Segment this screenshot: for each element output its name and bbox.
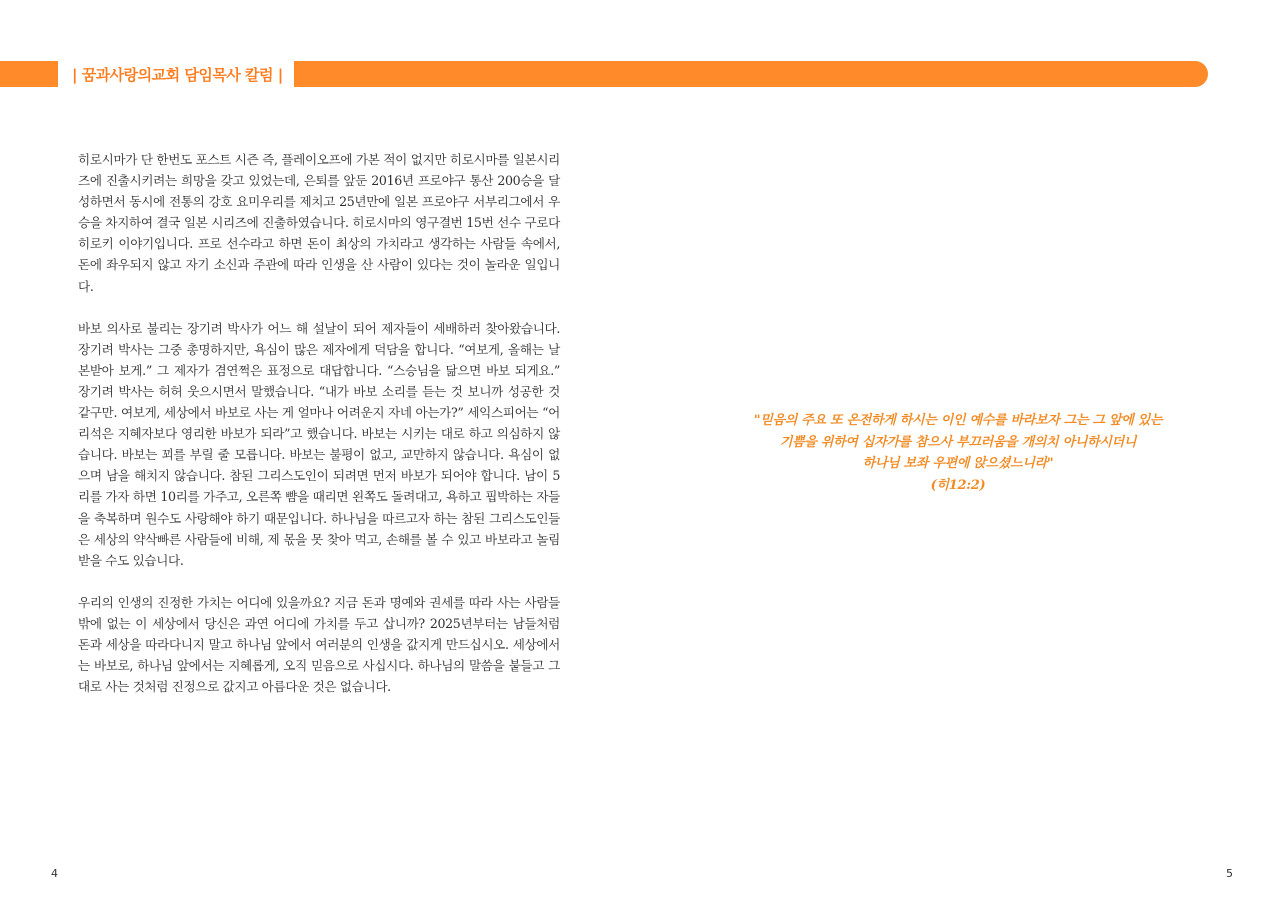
article-body (78, 149, 560, 718)
article-paragraph-1: 히로시마가 단 한번도 포스트 시즌 즉, 플레이오프에 가본 적이 없지만 히로시마를 일본시리즈에 진출시키려는 희망을 갖고 있었는데, 은퇴를 앞둔 2016년 프로야구 통산 200승을 달성하면서 동시에 전통의 강호 요미우리를 제치고 25년만에 일본 프로야구 서부리그에서 우승을 차지하여 결국 일본 시리즈에 진출하였습니다. 히로시마의 영구결번 15번 선수 구로다 히로키 이야기입니다. 프로 선수라고 하면 돈이 최상의 가치라고 생각하는 사람들 속에서, 돈에 좌우되지 않고 자기 소신과 주관에 따라 인생을 산 사람이 있다는 것이 놀라운 일입니다. (78, 152, 560, 294)
quote-line-1: "믿음의 주요 또 온전하게 하시는 이인 예수를 바라보자 그는 그 앞에 있는 (753, 413, 1163, 428)
quote-reference: (히12:2) (930, 477, 986, 493)
article-paragraph-3: 우리의 인생의 진정한 가치는 어디에 있을까요? 지금 돈과 명예와 권세를 따라 사는 사람들밖에 없는 이 세상에서 당신은 과연 어디에 가치를 두고 삽니까? 2025년부터는 남들처럼 돈과 세상을 따라다니지 말고 하나님 앞에서 여러분의 인생을 값지게 만드십시오. 세상에서는 바보로, 하나님 앞에서는 지혜롭게, 오직 믿음으로 사십시다. 하나님의 말씀을 붙들고 그대로 사는 것처럼 진정으로 값지고 아름다운 것은 없습니다. (78, 594, 560, 695)
header-label-box (58, 59, 294, 89)
page-number-right: 5 (1226, 867, 1233, 880)
scripture-quote (720, 410, 1196, 496)
page-number-left: 4 (51, 867, 58, 880)
quote-line-2: 기쁨을 위하여 십자가를 참으사 부끄러움을 개의치 아니하시더니 (779, 434, 1137, 450)
column-title: | 꿈과사랑의교회 담임목사 칼럼 | (72, 65, 283, 84)
article-paragraph-2: 바보 의사로 불리는 장기려 박사가 어느 해 설날이 되어 제자들이 세배하러 찾아왔습니다. 장기려 박사는 그중 총명하지만, 욕심이 많은 제자에게 덕담을 합니다. “여보게, 올해는 날 본받아 보게.” 그 제자가 겸연쩍은 표정으로 대답합니다. “스승님을 닮으면 바보 되게요.” 장기려 박사는 허허 웃으시면서 말했습니다. “내가 바보 소리를 듣는 것 보니까 성공한 것 같구만. 여보게, 세상에서 바보로 사는 게 얼마나 어려운지 자네 아는가?” 세익스피어는 “어리석은 지혜자보다 영리한 바보가 되라”고 했습니다. 바보는 시키는 대로 하고 의심하지 않습니다. 바보는 꾀를 부릴 줄 모릅니다. 바보는 불평이 없고, 교만하지 않습니다. 욕심이 없으며 남을 해치지 않습니다. 참된 그리스도인이 되려면 먼저 바보가 되어야 합니다. 남이 5리를 가자 하면 10리를 가주고, 오른쪽 뺨을 때리면 왼쪽도 돌려대고, 욕하고 핍박하는 자들을 축복하며 원수도 사랑해야 하기 때문입니다. 하나님을 따르고자 하는 참된 그리스도인들은 세상의 약삭빠른 사람들에 비해, 제 몫을 못 찾아 먹고, 손해를 볼 수 있고 바보라고 놀림 받을 수도 있습니다. (78, 320, 560, 568)
quote-line-3: 하나님 보좌 우편에 앉으셨느니라" (862, 456, 1054, 471)
